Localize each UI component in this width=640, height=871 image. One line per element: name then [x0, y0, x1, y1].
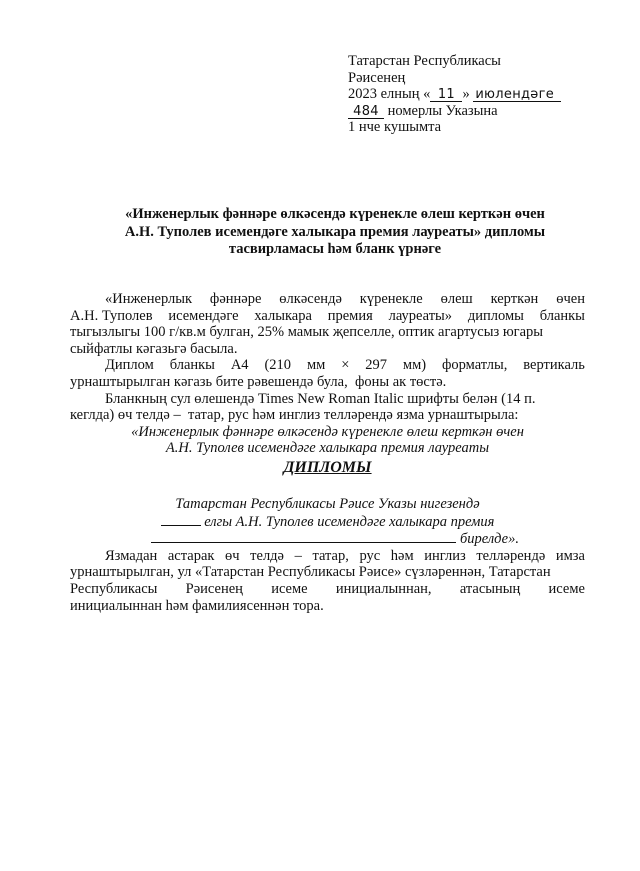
document-body: [70, 291, 585, 614]
word: А.Н. Туполев: [70, 307, 153, 324]
word: халыкара: [254, 307, 312, 324]
paragraph-1: [70, 291, 585, 357]
paragraph-3-line-1: [70, 391, 585, 408]
word: фәннәре: [209, 291, 262, 307]
word: инициалыннан,: [335, 580, 432, 597]
word: лауреаты»: [388, 307, 453, 324]
sample-diplom-heading: ДИПЛОМЫ: [283, 458, 372, 476]
header-date-mid: »: [462, 86, 470, 102]
word: ×: [341, 357, 350, 374]
paragraph-4-line-1: [70, 548, 585, 565]
word: дипломы: [467, 307, 524, 324]
line-text: урнаштырылган кәгазь бите рәвешендә була, фоны ак төстә.: [70, 373, 447, 390]
word: бланкы: [539, 307, 585, 324]
sample-line-4: [70, 513, 585, 531]
word: Республикасы: [70, 580, 158, 597]
word: 297: [365, 357, 388, 374]
recipient-blank: [151, 530, 456, 543]
word: (210: [264, 357, 292, 374]
word: исемендәге: [168, 307, 239, 324]
header-line-republic: Татарстан Республикасы: [348, 53, 501, 69]
line-text: инициалыннан һәм фамилиясеннән тора.: [70, 597, 324, 614]
document-title: [70, 206, 600, 259]
header-decree-suffix: номерлы Указына: [387, 102, 498, 119]
sample-line-5: [70, 530, 585, 548]
title-line-1: «Инженерлык фәннәре өлкәсендә күренекле өлеш керткән өчен: [125, 206, 545, 222]
word: өчен: [556, 291, 585, 307]
title-line-2: А.Н. Туполев исемендәге халыкара премия лауреаты» дипломы: [124, 223, 546, 240]
word: рус: [359, 547, 381, 564]
paragraph-1-line-3: [70, 324, 585, 341]
spacer: [70, 479, 585, 496]
diploma-sample-text: [70, 424, 585, 548]
word: татар,: [312, 547, 349, 564]
word: премия: [327, 307, 373, 324]
sample-line-5-text: бирелде».: [459, 531, 519, 548]
word: өлеш: [440, 291, 473, 307]
word: телдә: [250, 547, 284, 564]
header-line-date: [348, 86, 608, 103]
line-text: тыгызлыгы 100 г/кв.м булган, 25% мамык җепселле, оптик агартусыз югары: [70, 324, 544, 341]
word: форматлы,: [441, 357, 508, 374]
header-date-day: 11: [430, 88, 462, 102]
word: А4: [230, 357, 249, 374]
word: керткән: [490, 291, 539, 307]
header-decree-number: 484: [348, 105, 384, 119]
paragraph-3: [70, 391, 585, 424]
line-text: сыйфатлы кәгазьгә басыла.: [70, 340, 238, 357]
header-line-appendix: 1 нче кушымта: [348, 119, 442, 135]
title-line-3: тасвирламасы һәм бланк үрнәге: [228, 241, 442, 257]
word: «Инженерлык: [105, 291, 193, 307]
word: һәм: [390, 547, 414, 564]
word: телләрендә: [476, 547, 546, 564]
line-text: урнаштырылган, ул «Татарстан Республикасы Рәисе» сүзләреннән, Татарстан: [70, 564, 551, 581]
paragraph-4-line-2: [70, 564, 585, 581]
word: Рәисенең: [185, 580, 243, 597]
header-date-month: июлендәге: [473, 88, 561, 102]
paragraph-4-line-4: [70, 598, 585, 615]
word: мм): [402, 357, 427, 374]
word: мм: [306, 357, 326, 374]
appendix-header: [348, 53, 608, 136]
header-date-prefix: 2023 елның «: [348, 86, 431, 102]
word: өлкәсендә: [279, 291, 342, 307]
sample-line-2: А.Н. Туполев исемендәге халыкара премия лауреаты: [165, 440, 490, 457]
word: күренекле: [359, 291, 423, 307]
word: –: [294, 547, 302, 564]
paragraph-1-line-1: [70, 291, 585, 308]
sample-line-4-text: елгы А.Н. Туполев исемендәге халыкара премия: [204, 513, 495, 530]
line-text: кеглда) өч телдә – татар, рус һәм инглиз телләрендә язма урнаштырыла:: [70, 407, 519, 424]
header-line-president: Рәисенең: [348, 69, 406, 86]
paragraph-1-line-2: [70, 308, 585, 325]
sample-line-1: «Инженерлык фәннәре өлкәсендә күренекле өлеш керткән өчен: [131, 423, 524, 440]
word: инглиз: [424, 547, 466, 564]
word: Язмадан: [105, 547, 158, 564]
word: исеме: [271, 580, 308, 597]
paragraph-2-line-1: [70, 357, 585, 374]
paragraph-4-line-3: [70, 581, 585, 598]
word: атасының: [459, 580, 521, 597]
header-line-decree: [348, 103, 608, 120]
word: астарак: [167, 547, 215, 564]
paragraph-3-line-2: [70, 407, 585, 424]
paragraph-1-line-4: [70, 341, 585, 358]
line-text: Бланкның сул өлешендә Times New Roman Italic шрифты белән (14 п.: [105, 390, 536, 407]
word: Диплом: [105, 357, 154, 374]
sample-line-3: Татарстан Республикасы Рәисе Указы нигезендә: [175, 495, 480, 512]
paragraph-4: [70, 548, 585, 614]
paragraph-2-line-2: [70, 374, 585, 391]
word: исеме: [548, 580, 585, 597]
paragraph-2: [70, 357, 585, 390]
year-blank: [161, 513, 201, 526]
word: имза: [555, 547, 585, 564]
word: өч: [225, 547, 240, 564]
word: бланкы: [169, 357, 215, 374]
word: вертикаль: [523, 357, 585, 374]
